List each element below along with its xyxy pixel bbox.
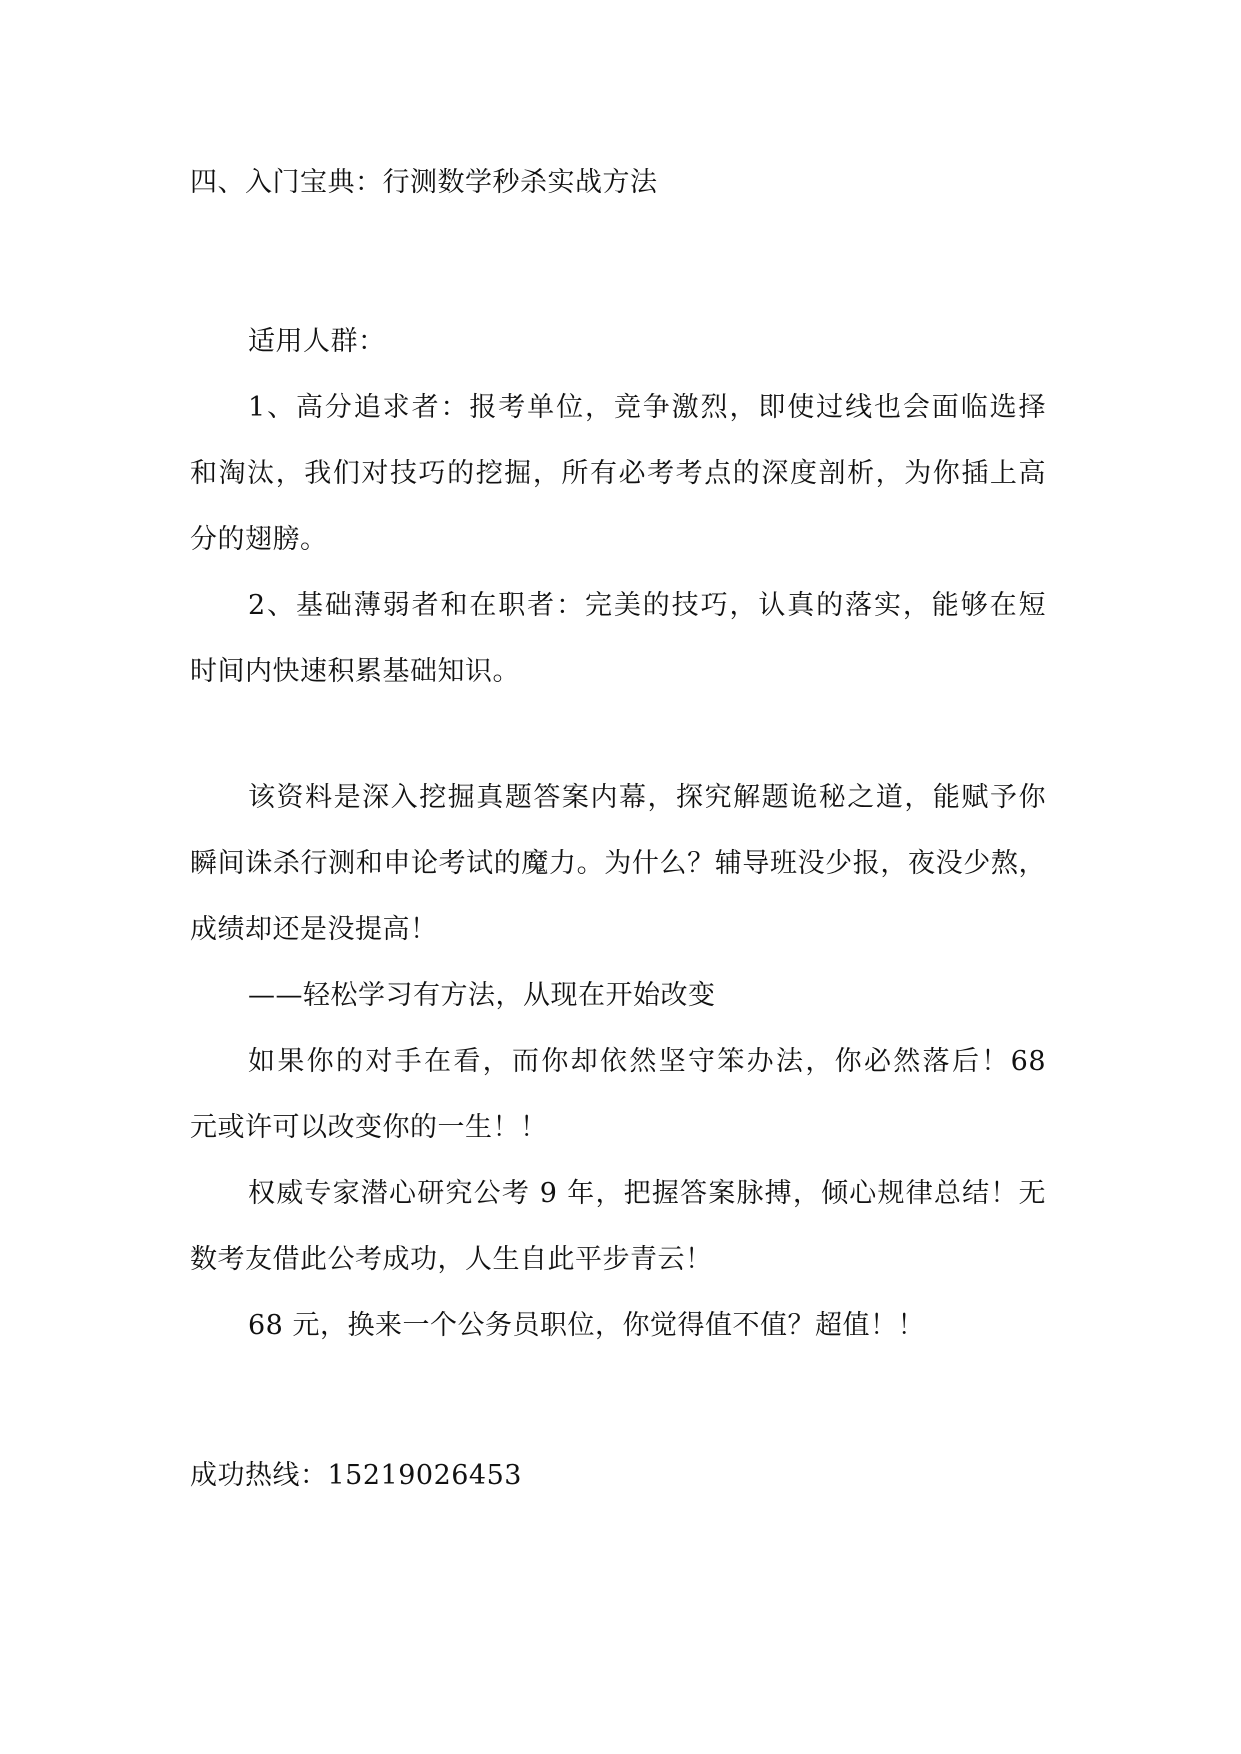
body-paragraph-4: 68 元，换来一个公务员职位，你觉得值不值？超值！！ [248, 1310, 925, 1341]
body-paragraph-3-line-2: 数考友借此公考成功，人生自此平步青云！ [190, 1244, 713, 1275]
audience-item-1-line-2: 和淘汰，我们对技巧的挖掘，所有必考考点的深度剖析，为你插上高 [190, 458, 1046, 489]
body-paragraph-1-line-3: 成绩却还是没提高！ [190, 914, 438, 945]
audience-item-1-line-3: 分的翅膀。 [190, 524, 328, 555]
audience-item-2-line-2: 时间内快速积累基础知识。 [190, 656, 520, 687]
body-paragraph-3-line-1: 权威专家潜心研究公考 9 年，把握答案脉搏，倾心规律总结！无 [248, 1178, 1046, 1209]
audience-title: 适用人群： [248, 326, 386, 357]
body-paragraph-2-line-2: 元或许可以改变你的一生！！ [190, 1112, 548, 1143]
body-paragraph-1-line-1: 该资料是深入挖掘真题答案内幕，探究解题诡秘之道，能赋予你 [248, 782, 1046, 813]
hotline: 成功热线：15219026453 [190, 1460, 522, 1491]
audience-item-1-line-1: 1、高分追求者：报考单位，竞争激烈，即使过线也会面临选择 [248, 392, 1046, 423]
body-paragraph-2-line-1: 如果你的对手在看，而你却依然坚守笨办法，你必然落后！68 [248, 1046, 1046, 1077]
audience-item-2-line-1: 2、基础薄弱者和在职者：完美的技巧，认真的落实，能够在短 [248, 590, 1046, 621]
slogan: ——轻松学习有方法，从现在开始改变 [248, 980, 716, 1011]
body-paragraph-1-line-2: 瞬间诛杀行测和申论考试的魔力。为什么？辅导班没少报，夜没少熬， [190, 848, 1046, 879]
section-heading: 四、入门宝典：行测数学秒杀实战方法 [190, 167, 658, 198]
